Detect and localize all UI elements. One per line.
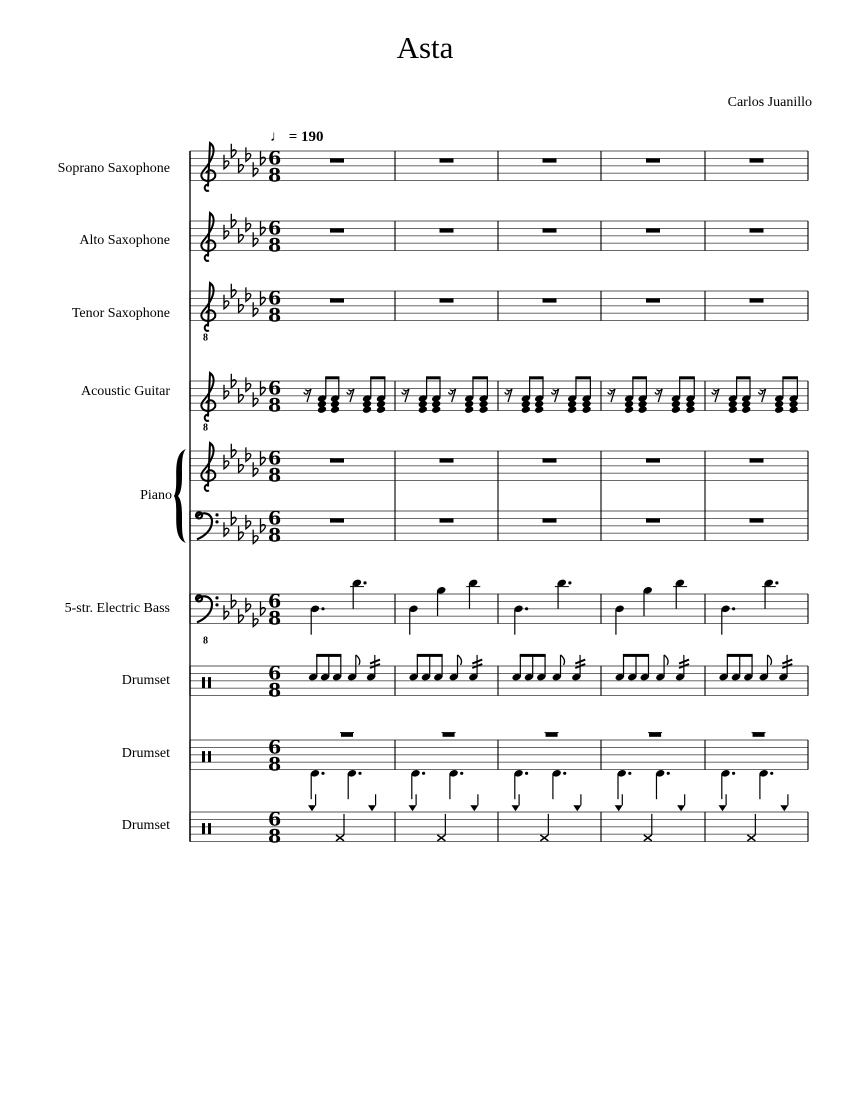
time-signature-bottom: 8 <box>268 394 282 417</box>
measure-rest <box>543 298 557 302</box>
time-signature-top: 6 <box>268 808 282 831</box>
augmentation-dot <box>358 772 361 775</box>
augmentation-dot <box>321 607 324 610</box>
beam <box>632 376 647 379</box>
measure-rest <box>440 298 454 302</box>
measure-rest <box>646 158 660 162</box>
augmentation-dot <box>525 607 528 610</box>
time-signature-top: 6 <box>268 377 282 400</box>
quarter-note-icon: ♩ <box>270 129 285 145</box>
triangle-notehead <box>512 805 520 811</box>
time-signature-top: 6 <box>268 590 282 613</box>
beam <box>736 376 751 379</box>
chord-notehead <box>362 405 372 414</box>
treble-clef-icon <box>201 283 215 331</box>
instrument-name: Soprano Saxophone <box>57 161 170 176</box>
measure-rest <box>750 158 764 162</box>
instrument-name: Drumset <box>121 673 170 688</box>
beam <box>529 376 544 379</box>
chord-notehead <box>478 405 488 414</box>
bass-clef-dot <box>215 513 218 516</box>
composer: Carlos Juanillo <box>727 95 812 110</box>
flat-icon <box>253 162 258 176</box>
augmentation-dot <box>422 772 425 775</box>
flat-icon <box>224 295 229 309</box>
tempo-value: = 190 <box>288 129 324 145</box>
bass-clef-dot <box>215 603 218 606</box>
percussion-clef-icon <box>208 677 211 688</box>
time-signature-bottom: 8 <box>268 304 282 327</box>
x-notehead <box>336 835 344 841</box>
measure-rest <box>750 458 764 462</box>
time-signature-top: 6 <box>268 662 282 685</box>
time-signature-top: 6 <box>268 147 282 170</box>
flat-icon <box>253 302 258 316</box>
x-notehead <box>437 835 445 841</box>
chord-notehead <box>418 405 428 414</box>
chord-notehead <box>317 405 327 414</box>
beam <box>520 654 546 657</box>
triangle-notehead <box>409 805 417 811</box>
triangle-notehead <box>308 805 316 811</box>
time-signature-bottom: 8 <box>268 753 282 776</box>
measure-rest <box>443 733 455 737</box>
flat-icon <box>246 447 251 461</box>
measure-rest <box>330 158 344 162</box>
bass-clef-dot <box>215 596 218 599</box>
measure-rest <box>646 458 660 462</box>
chord-notehead <box>581 405 591 414</box>
time-signature-top: 6 <box>268 507 282 530</box>
measure-rest <box>440 158 454 162</box>
augmentation-dot <box>770 772 773 775</box>
measure-rest <box>330 228 344 232</box>
flat-icon <box>253 462 258 476</box>
augmentation-dot <box>568 581 571 584</box>
flat-icon <box>224 605 229 619</box>
percussion-clef-icon <box>208 751 211 762</box>
beam <box>679 376 695 379</box>
beam <box>426 376 441 379</box>
augmentation-dot <box>321 772 324 775</box>
triangle-notehead <box>719 805 727 811</box>
flat-icon <box>224 155 229 169</box>
measure-rest <box>649 733 661 737</box>
measure-rest <box>750 518 764 522</box>
measure-rest <box>543 158 557 162</box>
piano-brace <box>174 449 186 543</box>
time-signature-top: 6 <box>268 217 282 240</box>
chord-notehead <box>534 405 544 414</box>
time-signature-bottom: 8 <box>268 607 282 630</box>
triangle-notehead <box>780 805 788 811</box>
instrument-name: Acoustic Guitar <box>80 384 170 399</box>
flat-icon <box>246 598 251 612</box>
beam <box>325 376 339 379</box>
bass-clef-dot <box>215 520 218 523</box>
augmentation-dot <box>775 581 778 584</box>
flat-icon <box>253 392 258 406</box>
beam <box>316 654 341 657</box>
chord-notehead <box>788 405 798 414</box>
augmentation-dot <box>732 607 735 610</box>
flat-icon <box>224 385 229 399</box>
flat-icon <box>246 377 251 391</box>
time-signature-bottom: 8 <box>268 825 282 848</box>
flat-icon <box>224 225 229 239</box>
chord-notehead <box>728 405 738 414</box>
chord-notehead <box>376 405 386 414</box>
treble-clef-icon <box>201 143 215 191</box>
flat-icon <box>253 613 258 627</box>
treble-clef-icon <box>201 373 215 421</box>
time-signature-bottom: 8 <box>268 679 282 702</box>
flat-icon <box>246 287 251 301</box>
chord-notehead <box>685 405 695 414</box>
chord-notehead <box>567 405 577 414</box>
octave-marker: 8 <box>203 422 208 434</box>
measure-rest <box>440 518 454 522</box>
instrument-name: Alto Saxophone <box>79 233 170 248</box>
measure-rest <box>750 228 764 232</box>
measure-rest <box>753 733 765 737</box>
instrument-name: Drumset <box>121 818 170 833</box>
chord-notehead <box>637 405 647 414</box>
octave-marker: 8 <box>203 635 208 647</box>
flat-icon <box>253 232 258 246</box>
measure-rest <box>440 228 454 232</box>
flat-icon <box>246 147 251 161</box>
measure-rest <box>440 458 454 462</box>
augmentation-dot <box>667 772 670 775</box>
measure-rest <box>546 733 558 737</box>
beam <box>727 654 753 657</box>
x-notehead <box>540 835 548 841</box>
measure-rest <box>646 518 660 522</box>
octave-marker: 8 <box>203 332 208 344</box>
beam <box>370 376 385 379</box>
measure-rest <box>543 518 557 522</box>
percussion-clef-icon <box>202 677 205 688</box>
triangle-notehead <box>470 805 478 811</box>
chord-notehead <box>671 405 681 414</box>
augmentation-dot <box>363 581 366 584</box>
chord-notehead <box>431 405 441 414</box>
score-title: Asta <box>396 30 454 65</box>
time-signature-top: 6 <box>268 287 282 310</box>
measure-rest <box>330 458 344 462</box>
beam <box>782 376 798 379</box>
chord-notehead <box>330 405 340 414</box>
chord-notehead <box>624 405 634 414</box>
x-notehead <box>747 835 755 841</box>
time-signature-bottom: 8 <box>268 464 282 487</box>
augmentation-dot <box>460 772 463 775</box>
triangle-notehead <box>677 805 685 811</box>
instrument-name: Piano <box>140 488 172 503</box>
x-notehead <box>644 835 652 841</box>
measure-rest <box>543 458 557 462</box>
flat-icon <box>246 515 251 529</box>
time-signature-bottom: 8 <box>268 164 282 187</box>
beam <box>575 376 591 379</box>
instrument-name: Tenor Saxophone <box>71 306 170 321</box>
percussion-clef-icon <box>208 823 211 834</box>
chord-notehead <box>774 405 784 414</box>
augmentation-dot <box>563 772 566 775</box>
flat-icon <box>224 522 229 536</box>
triangle-notehead <box>615 805 623 811</box>
triangle-notehead <box>368 805 376 811</box>
flat-icon <box>246 217 251 231</box>
beam <box>472 376 488 379</box>
instrument-name: Drumset <box>121 746 170 761</box>
measure-rest <box>341 733 353 737</box>
measure-rest <box>543 228 557 232</box>
measure-rest <box>330 518 344 522</box>
chord-notehead <box>464 405 474 414</box>
chord-notehead <box>521 405 531 414</box>
time-signature-bottom: 8 <box>268 524 282 547</box>
flat-icon <box>253 530 258 544</box>
beam <box>623 654 649 657</box>
treble-clef-icon <box>201 443 215 491</box>
triangle-notehead <box>573 805 581 811</box>
augmentation-dot <box>732 772 735 775</box>
flat-icon <box>224 455 229 469</box>
augmentation-dot <box>628 772 631 775</box>
percussion-clef-icon <box>202 751 205 762</box>
treble-clef-icon <box>201 213 215 261</box>
measure-rest <box>646 298 660 302</box>
measure-rest <box>646 228 660 232</box>
augmentation-dot <box>525 772 528 775</box>
instrument-name: 5-str. Electric Bass <box>64 601 170 616</box>
time-signature-top: 6 <box>268 736 282 759</box>
measure-rest <box>750 298 764 302</box>
beam <box>417 654 443 657</box>
chord-notehead <box>741 405 751 414</box>
time-signature-top: 6 <box>268 447 282 470</box>
percussion-clef-icon <box>202 823 205 834</box>
measure-rest <box>330 298 344 302</box>
time-signature-bottom: 8 <box>268 234 282 257</box>
